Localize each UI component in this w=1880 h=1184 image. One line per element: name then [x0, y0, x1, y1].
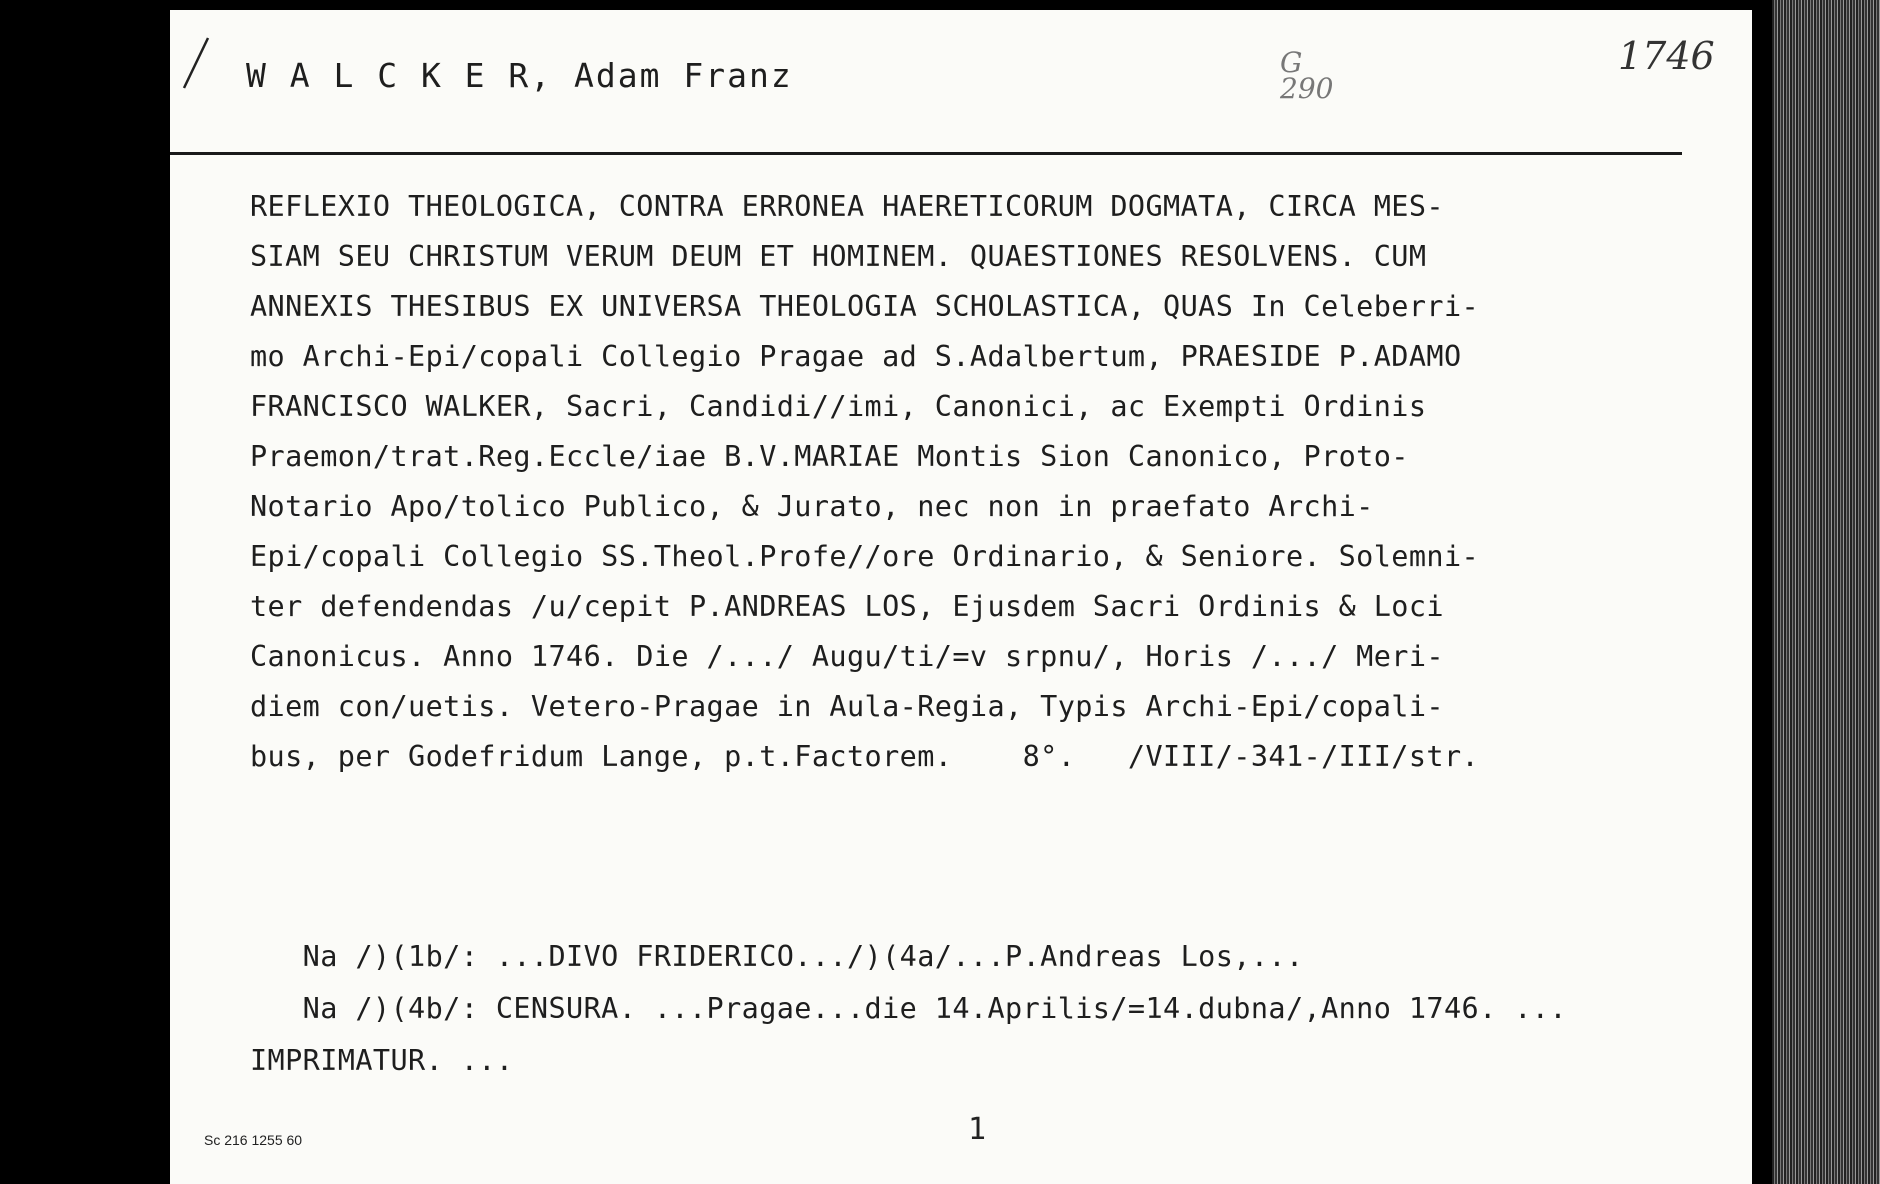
page-number: 1 — [968, 1112, 987, 1147]
pencil-note — [1280, 46, 1334, 105]
pen-slash-mark — [178, 34, 218, 94]
note-line-3: IMPRIMATUR. ... — [250, 1044, 514, 1077]
reference-number: 1746 — [1618, 34, 1715, 78]
pencil-note-line-1: G — [1280, 46, 1303, 79]
body-line-8: Epi/copali Collegio SS.Theol.Profe//ore Ordinario, & Seniore. Solemni- — [250, 540, 1480, 573]
scan-edge-strip — [1772, 0, 1880, 1184]
card-footer-code: Sc 216 1255 60 — [204, 1132, 303, 1148]
card-heading — [246, 56, 793, 95]
body-line-4: mo Archi-Epi/copali Collegio Pragae ad S.Adalbertum, PRAESIDE P.ADAMO — [250, 340, 1462, 373]
body-line-2: SIAM SEU CHRISTUM VERUM DEUM ET HOMINEM. QUAESTIONES RESOLVENS. CUM — [250, 240, 1427, 273]
header-rule — [170, 152, 1682, 155]
body-line-12: bus, per Godefridum Lange, p.t.Factorem. 8°. /VIII/-341-/III/str. — [250, 740, 1480, 773]
author-given-name: , Adam Franz — [530, 56, 793, 95]
pencil-note-line-2: 290 — [1280, 72, 1334, 105]
note-line-1: Na /)(1b/: ...DIVO FRIDERICO.../)(4a/...P.Andreas Los,... — [250, 940, 1304, 973]
body-line-10: Canonicus. Anno 1746. Die /.../ Augu/ti/=v srpnu/, Horis /.../ Meri- — [250, 640, 1444, 673]
note-line-2: Na /)(4b/: CENSURA. ...Pragae...die 14.Aprilis/=14.dubna/,Anno 1746. ... — [250, 992, 1567, 1025]
body-line-3: ANNEXIS THESIBUS EX UNIVERSA THEOLOGIA SCHOLASTICA, QUAS In Celeberri- — [250, 290, 1480, 323]
body-line-6: Praemon/trat.Reg.Eccle/iae B.V.MARIAE Montis Sion Canonico, Proto- — [250, 440, 1409, 473]
body-line-7: Notario Apo/tolico Publico, & Jurato, nec non in praefato Archi- — [250, 490, 1374, 523]
body-line-1: REFLEXIO THEOLOGICA, CONTRA ERRONEA HAERETICORUM DOGMATA, CIRCA MES- — [250, 190, 1444, 223]
body-line-5: FRANCISCO WALKER, Sacri, Candidi//imi, Canonici, ac Exempti Ordinis — [250, 390, 1427, 423]
body-line-9: ter defendendas /u/cepit P.ANDREAS LOS, Ejusdem Sacri Ordinis & Loci — [250, 590, 1444, 623]
body-line-11: diem con/uetis. Vetero-Pragae in Aula-Regia, Typis Archi-Epi/copali- — [250, 690, 1444, 723]
author-surname: W A L C K E R — [246, 56, 531, 95]
